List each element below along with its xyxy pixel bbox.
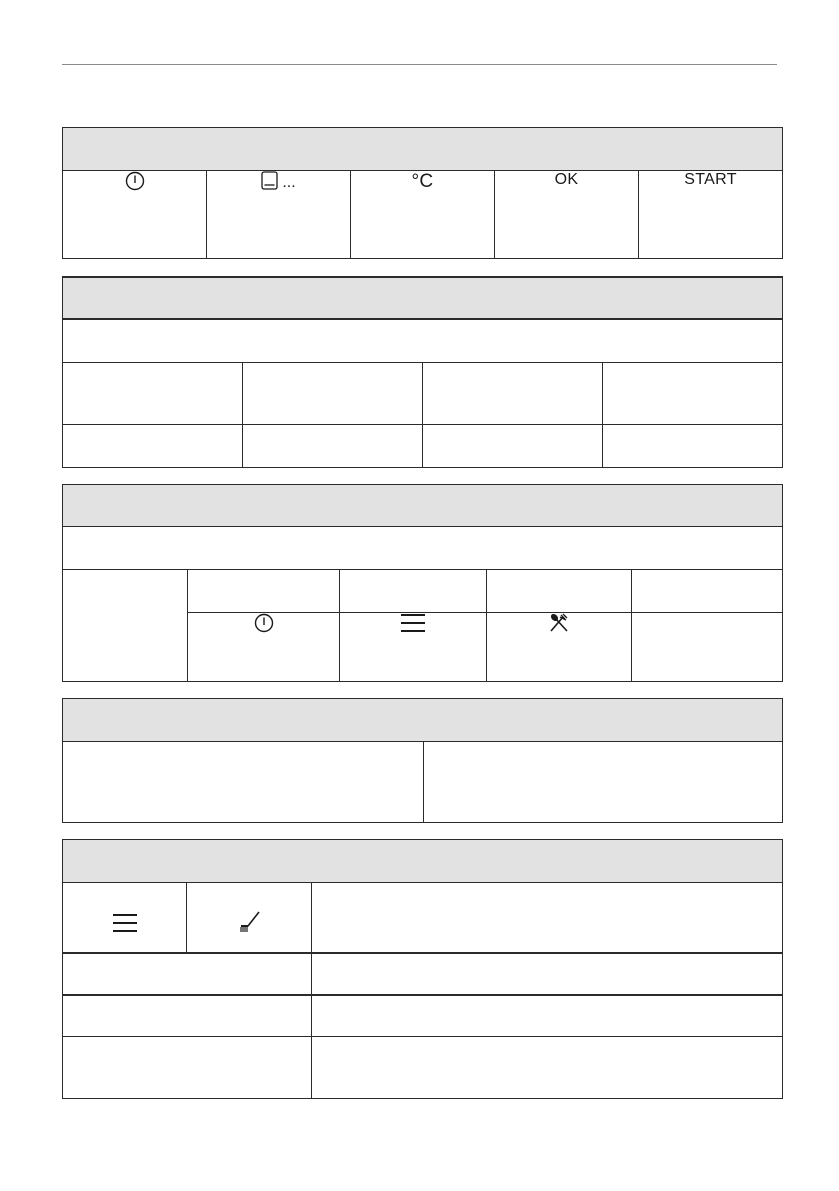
oven-function-cell [207,171,351,259]
temperature-button-cell [351,171,495,259]
table-3 [62,484,783,682]
table-header [63,840,783,883]
table-5 [62,839,783,1099]
table-2 [62,276,783,468]
table-header [63,128,783,171]
table-header [63,485,783,527]
table-header [63,277,783,319]
power-icon [254,613,274,633]
table-cell [423,362,603,424]
table-cell [632,570,783,613]
table-cell [340,570,487,613]
table-4 [62,698,783,823]
menu-icon-cell [340,613,487,682]
temperature-button[interactable]: °C [411,171,434,192]
table-cell [63,995,312,1037]
table-cell [632,613,783,682]
table-cell [63,953,312,995]
oven-function-button[interactable] [261,174,296,194]
power-button-cell [63,171,207,259]
menu-icon-cell [63,883,187,953]
table-cell [487,570,632,613]
start-button[interactable]: START [684,171,737,188]
table-cell [63,424,243,467]
table-cell [603,362,783,424]
table-row [63,527,783,570]
control-panel-table [62,127,783,259]
table-cell [63,570,188,682]
table-cell [243,424,423,467]
fork-knife-icon-cell [487,613,632,682]
menu-icon [113,913,137,933]
oven-function-dots: ... [282,174,296,191]
start-button-cell [639,171,783,259]
table-cell [63,1037,312,1099]
ok-button[interactable]: OK [554,171,579,188]
table-cell [312,883,783,953]
cleaning-icon-cell [187,883,312,953]
table-cell [423,424,603,467]
table-row [63,319,783,362]
table-cell [312,1037,783,1099]
fork-knife-icon [548,613,570,633]
power-icon[interactable] [125,171,145,191]
table-cell [63,742,424,823]
table-header [63,699,783,742]
table-cell [424,742,783,823]
table-cell [603,424,783,467]
table-cell [312,995,783,1037]
oven-function-icon [261,171,278,190]
table-cell [63,362,243,424]
ok-button-cell [495,171,639,259]
menu-icon [401,613,425,633]
table-cell [188,570,340,613]
power-icon-cell [188,613,340,682]
table-cell [312,953,783,995]
table-cell [243,362,423,424]
cleaning-brush-icon [237,911,261,933]
top-rule [62,64,777,65]
